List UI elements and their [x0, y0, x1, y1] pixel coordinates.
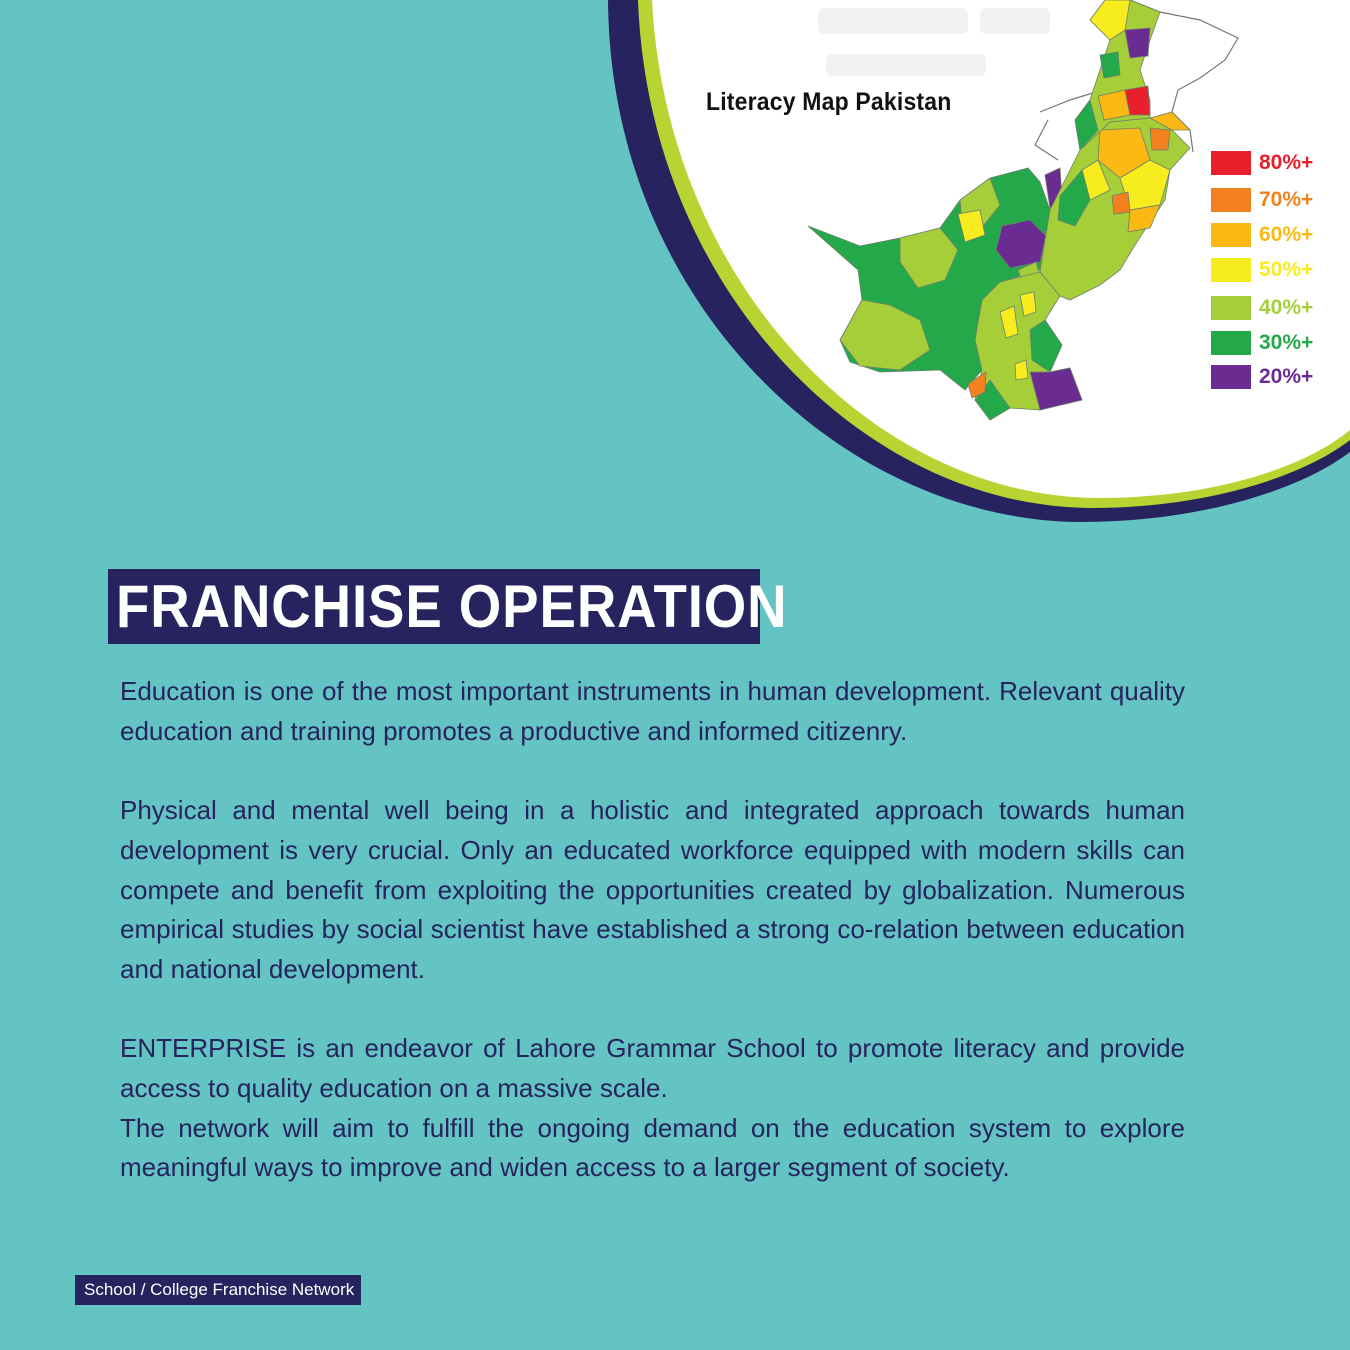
section-title [108, 569, 788, 644]
map-title: Literacy Map Pakistan [706, 88, 952, 116]
paragraph: Education is one of the most important instruments in human development. Relevant quality education and training promotes a productive and informed citizenry. [120, 676, 1185, 746]
legend-label: 70%+ [1259, 188, 1314, 211]
legend-item [1211, 222, 1313, 248]
legend-item [1211, 257, 1313, 283]
legend-label: 60%+ [1259, 223, 1314, 246]
legend-swatch [1211, 331, 1251, 355]
legend-swatch [1211, 365, 1251, 389]
section-body [120, 672, 1185, 1188]
legend-label: 30%+ [1259, 331, 1314, 354]
paragraph: Physical and mental well being in a holistic and integrated approach towards human development is very crucial. Only an educated workforce equipped with modern skills can compete and benefit from exploiting the opportunities created by globalization. Numerous empirical studies by social scientist have established a strong co-relation between education and national development. [120, 795, 1185, 984]
legend-label: 20%+ [1259, 365, 1314, 388]
legend-item [1211, 150, 1313, 176]
legend-swatch [1211, 151, 1251, 175]
legend-label: 40%+ [1259, 296, 1314, 319]
legend-swatch [1211, 296, 1251, 320]
legend-label: 50%+ [1259, 258, 1314, 281]
footer-label: School / College Franchise Network [75, 1275, 361, 1305]
legend-item [1211, 187, 1313, 213]
legend-swatch [1211, 223, 1251, 247]
legend-item [1211, 295, 1313, 321]
legend-label: 80%+ [1259, 151, 1314, 174]
legend-item [1211, 330, 1313, 356]
legend-swatch [1211, 258, 1251, 282]
legend-swatch [1211, 188, 1251, 212]
paragraph: The network will aim to fulfill the ongoing demand on the education system to explore meaningful ways to improve and widen access to a larger segment of society. [120, 1112, 1185, 1183]
section-title-text: FRANCHISE OPERATION [116, 573, 788, 640]
paragraph: ENTERPRISE is an endeavor of Lahore Grammar School to promote literacy and provide access to quality education on a massive scale. [120, 1033, 1185, 1103]
legend-item [1211, 364, 1313, 390]
